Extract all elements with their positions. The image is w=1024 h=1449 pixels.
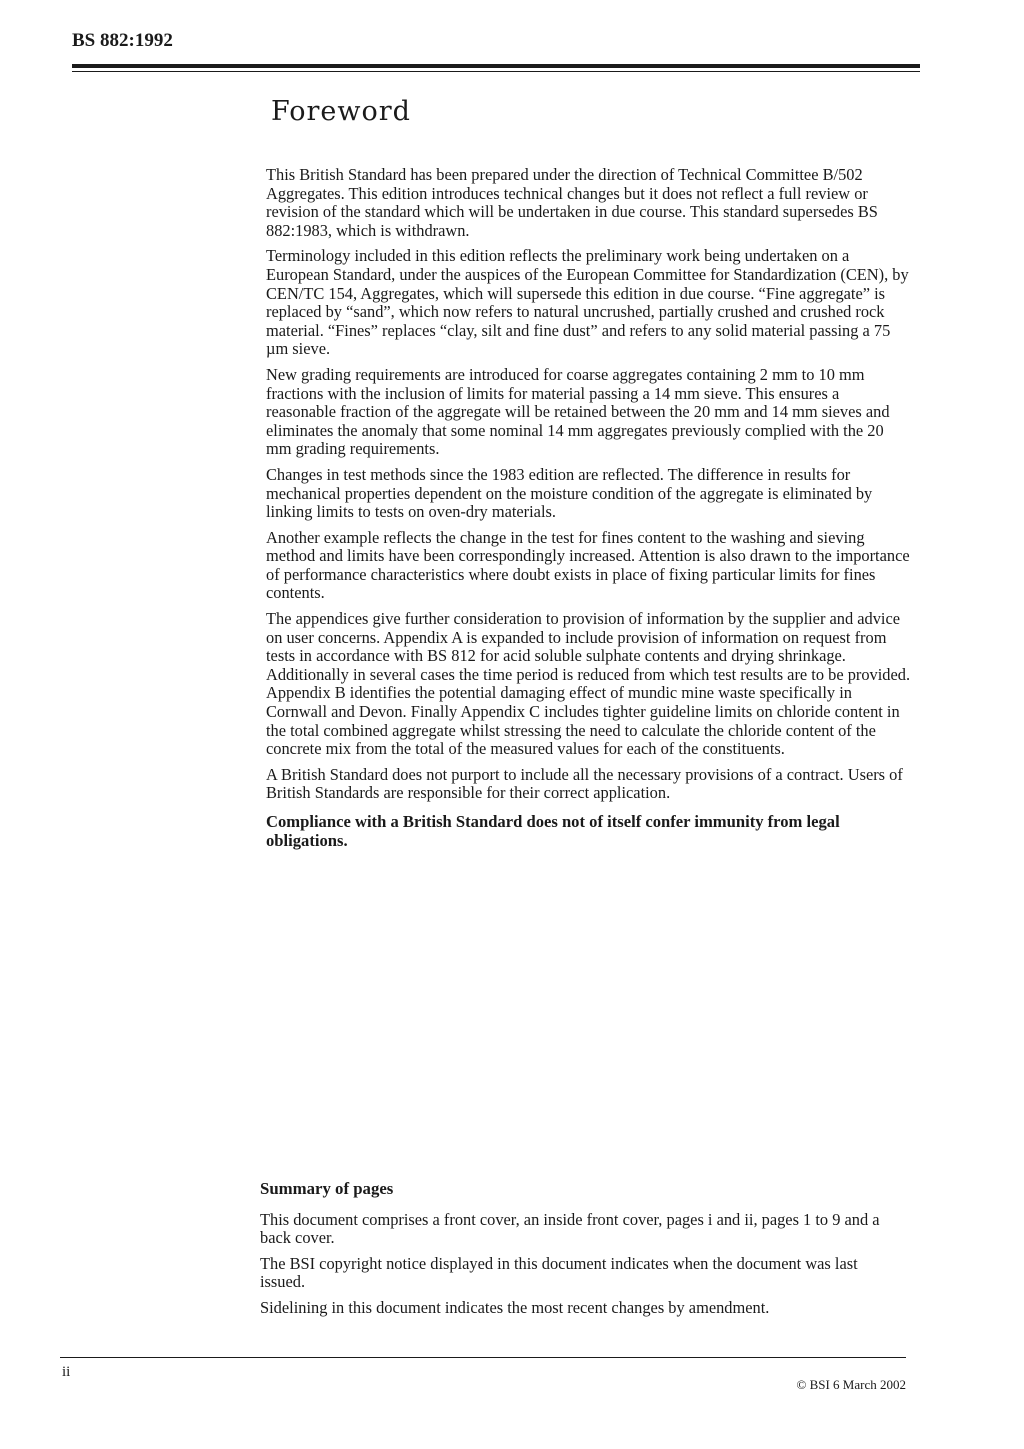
page-title: Foreword <box>271 96 411 127</box>
summary-paragraph: This document comprises a front cover, an inside front cover, pages i and ii, pages 1 to 9 and a back cover. <box>260 1209 880 1248</box>
summary-heading: Summary of pages <box>260 1179 394 1198</box>
summary-of-pages <box>260 1180 900 1325</box>
foreword-paragraph: New grading requirements are introduced for coarse aggregates containing 2 mm to 10 mm fractions with the inclusion of limits for material passing a 14 mm sieve. This ensures a reasonable fraction of the aggregate will be retained between the 20 mm and 14 mm sieves and eliminates the anomaly that some nominal 14 mm aggregates previously complied with the 20 mm grading requirements. <box>266 364 890 459</box>
foreword-paragraph: The appendices give further consideration to provision of information by the supplier and advice on user concerns. Appendix A is expanded to include provision of information on request from tests in accordance with BS 812 for acid soluble sulphate contents and drying shrinkage. Additionally in several cases the time period is reduced from which test results are to be provided. Appendix B identifies the potential damaging effect of mundic mine waste specifically in Cornwall and Devon. Finally Appendix C includes tighter guideline limits on chloride content in the total combined aggregate whilst stressing the need to calculate the chloride content of the concrete mix from the total of the measured values for each of the constituents. <box>266 609 911 759</box>
summary-paragraph: The BSI copyright notice displayed in this document indicates when the document was last issued. <box>260 1253 858 1292</box>
foreword-paragraph: Changes in test methods since the 1983 edition are reflected. The difference in results for mechanical properties dependent on the moisture condition of the aggregate is eliminated by linking limits to tests on oven-dry materials. <box>266 464 873 522</box>
header-rule-thick <box>72 64 920 68</box>
foreword-paragraph: Terminology included in this edition reflects the preliminary work being undertaken on a European Standard, under the auspices of the European Committee for Standardization (CEN), by CEN/TC 154, Aggregates, which will supersede this edition in due course. “Fine aggregate” is replaced by “sand”, which now refers to natural uncrushed, partially crushed and crushed rock material. “Fines” replaces “clay, silt and fine dust” and refers to any solid material passing a 75 µm sieve. <box>266 246 909 359</box>
foreword-paragraph: A British Standard does not purport to include all the necessary provisions of a contract. Users of British Standards are responsible for their correct application. <box>266 764 903 803</box>
foreword-paragraph: Another example reflects the change in the test for fines content to the washing and sieving method and limits have been correspondingly increased. Attention is also drawn to the importance of performance characteristics where doubt exists in place of fixing particular limits for fines contents. <box>266 527 910 603</box>
header-rule-thin <box>72 71 920 72</box>
foreword-paragraph: This British Standard has been prepared under the direction of Technical Committee B/502 Aggregates. This edition introduces technical changes but it does not reflect a full review or revision of the standard which will be undertaken in due course. This standard supersedes BS 882:1983, which is withdrawn. <box>266 165 878 240</box>
footer-rule <box>60 1357 906 1358</box>
document-identifier: BS 882:1992 <box>72 30 173 51</box>
copyright-notice: © BSI 6 March 2002 <box>796 1377 906 1392</box>
page-number: ii <box>62 1364 71 1380</box>
summary-paragraph: Sidelining in this document indicates the most recent changes by amendment. <box>260 1297 770 1317</box>
compliance-note: Compliance with a British Standard does not of itself confer immunity from legal obligations. <box>266 812 840 850</box>
foreword-body <box>266 166 911 857</box>
